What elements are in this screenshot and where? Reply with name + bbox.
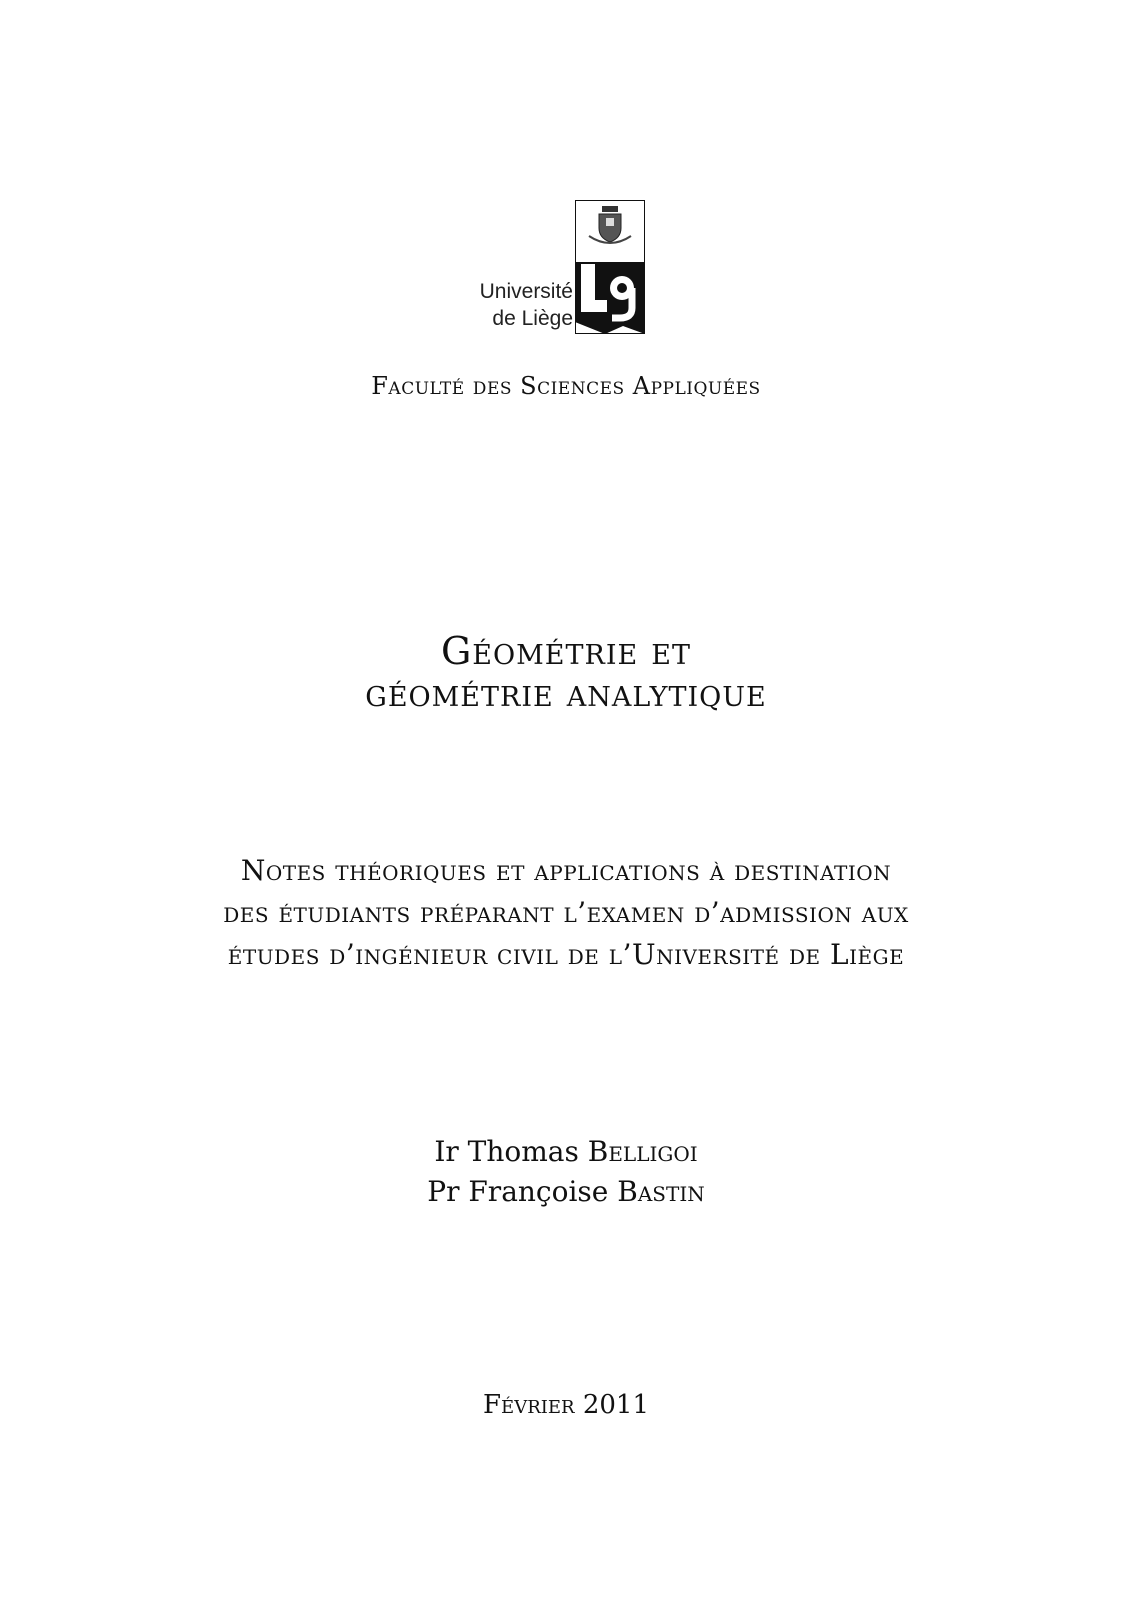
- subtitle-line-2: des étudiants préparant l’examen d’admission aux: [223, 896, 909, 929]
- university-logo: [455, 200, 665, 340]
- logo-wordmark-line1: Université: [479, 280, 573, 303]
- author-1: [0, 1132, 1132, 1172]
- publication-date: Février 2011: [483, 1390, 649, 1420]
- ulg-emblem-icon: [575, 200, 645, 334]
- author-2-prefix: Pr Françoise: [427, 1175, 609, 1208]
- subtitle-line-1: Notes théoriques et applications à destination: [240, 854, 892, 887]
- title-line-1: Géométrie et: [440, 629, 692, 673]
- logo-wordmark: [455, 278, 573, 332]
- subtitle-line-3: études d’ingénieur civil de l’Université de Liège: [227, 938, 905, 971]
- author-list: [0, 1132, 1132, 1212]
- author-1-prefix: Ir Thomas: [434, 1135, 579, 1168]
- title-line-2: géométrie analytique: [365, 671, 767, 715]
- author-2-surname: Bastin: [617, 1175, 705, 1208]
- faculty-name: Faculté des Sciences Appliquées: [371, 372, 761, 400]
- author-1-surname: Belligoi: [587, 1135, 698, 1168]
- document-title: [0, 630, 1132, 714]
- logo-wordmark-line2: de Liège: [492, 307, 573, 330]
- document-subtitle: [0, 850, 1132, 976]
- author-2: [0, 1172, 1132, 1212]
